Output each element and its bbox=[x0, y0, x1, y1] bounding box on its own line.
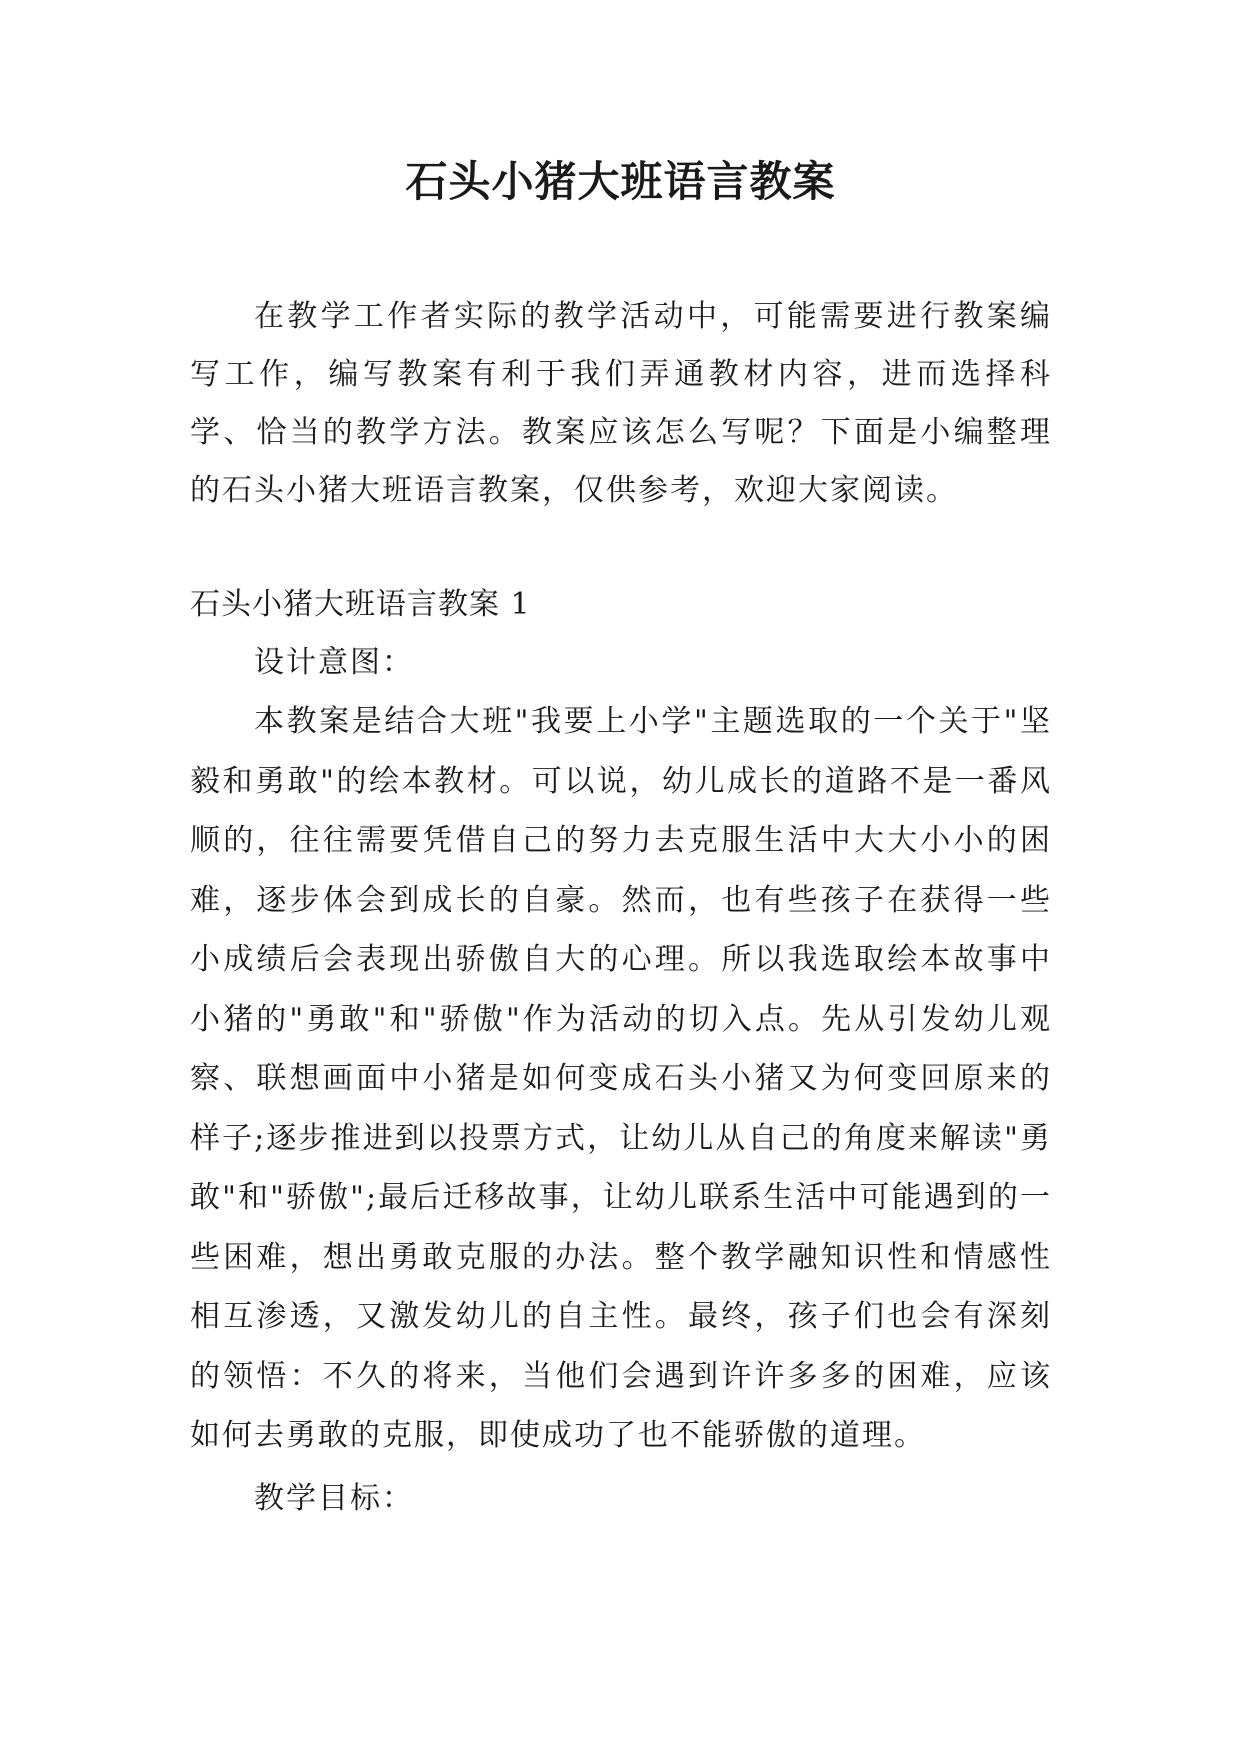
section-heading: 石头小猪大班语言教案 1 bbox=[190, 587, 531, 622]
design-intent-paragraph: 本教案是结合大班"我要上小学"主题选取的一个关于"坚毅和勇敢"的绘本教材。可以说，幼儿成长的道路不是一番风顺的，往往需要凭借自己的努力去克服生活中大大小小的困难，逐步体会到成长的自豪。然而，也有些孩子在获得一些小成绩后会表现出骄傲自大的心理。所以我选取绘本故事中小猪的"勇敢"和"骄傲"作为活动的切入点。先从引发幼儿观察、联想画面中小猪是如何变成石头小猪又为何变回原来的样子;逐步推进到以投票方式，让幼儿从自己的角度来解读"勇敢"和"骄傲";最后迁移故事，让幼儿联系生活中可能遇到的一些困难，想出勇敢克服的办法。整个教学融知识性和情感性相互渗透，又激发幼儿的自主性。最终，孩子们也会有深刻的领悟：不久的将来，当他们会遇到许许多多的困难，应该如何去勇敢的克服，即使成功了也不能骄傲的道理。 bbox=[190, 704, 1052, 1453]
intro-paragraph: 在教学工作者实际的教学活动中，可能需要进行教案编写工作，编写教案有利于我们弄通教材内容，进而选择科学、恰当的教学方法。教案应该怎么写呢？下面是小编整理的石头小猪大班语言教案，仅供参考，欢迎大家阅读。 bbox=[190, 299, 1052, 508]
document-title: 石头小猪大班语言教案 bbox=[405, 157, 836, 206]
teaching-goal-label: 教学目标： bbox=[254, 1480, 414, 1516]
design-intent-label: 设计意图： bbox=[254, 645, 414, 680]
document-body bbox=[190, 288, 1052, 1528]
